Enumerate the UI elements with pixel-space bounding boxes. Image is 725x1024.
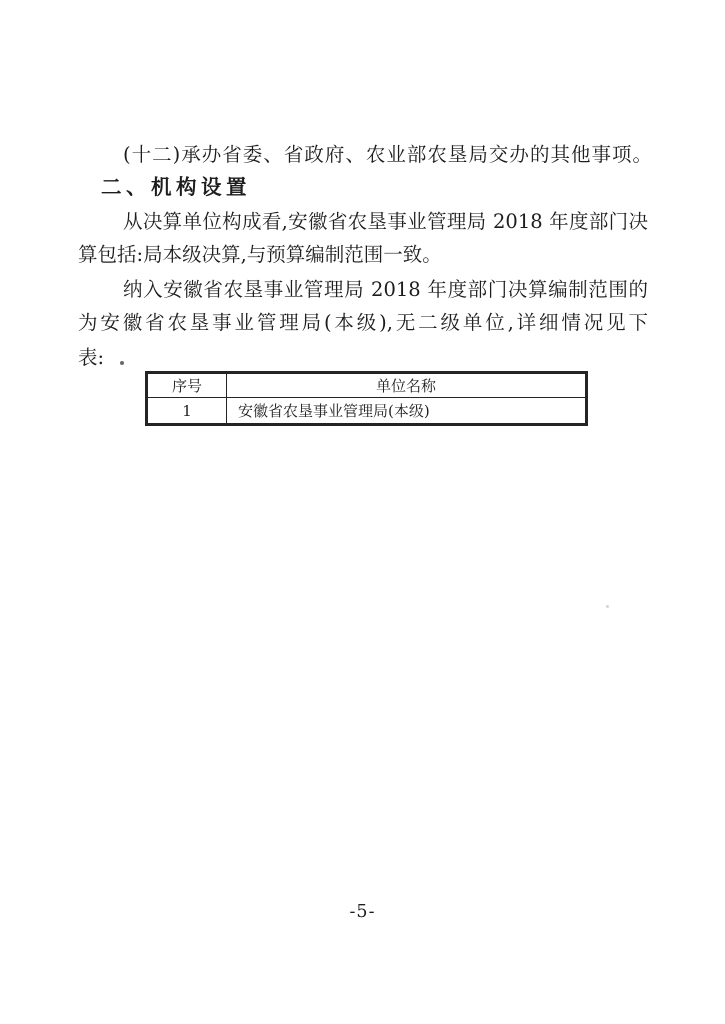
table-header-name: 单位名称 (227, 373, 587, 398)
org-unit-table (145, 371, 588, 426)
table-header-seq: 序号 (147, 373, 227, 398)
body-text-line-5: 为安徽省农垦事业管理局(本级),无二级单位,详细情况见下 (78, 311, 648, 334)
table-cell-seq: 1 (147, 398, 227, 425)
table-header-row (147, 373, 587, 398)
scan-speckle (120, 361, 124, 365)
page-number: -5- (349, 902, 376, 922)
table-cell-name: 安徽省农垦事业管理局(本级) (227, 398, 587, 425)
body-text-line-2: 从决算单位构成看,安徽省农垦事业管理局 2018 年度部门决 (123, 210, 648, 233)
body-text-line-1: (十二)承办省委、省政府、农业部农垦局交办的其他事项。 (123, 143, 652, 166)
body-text-line-4: 纳入安徽省农垦事业管理局 2018 年度部门决算编制范围的 (123, 278, 648, 301)
table-row (147, 398, 587, 425)
body-text-line-3: 算包括:局本级决算,与预算编制范围一致。 (78, 243, 442, 266)
body-text-line-6: 表: (78, 346, 105, 369)
scan-speckle (606, 605, 609, 608)
section-heading: 二、机构设置 (101, 175, 251, 199)
